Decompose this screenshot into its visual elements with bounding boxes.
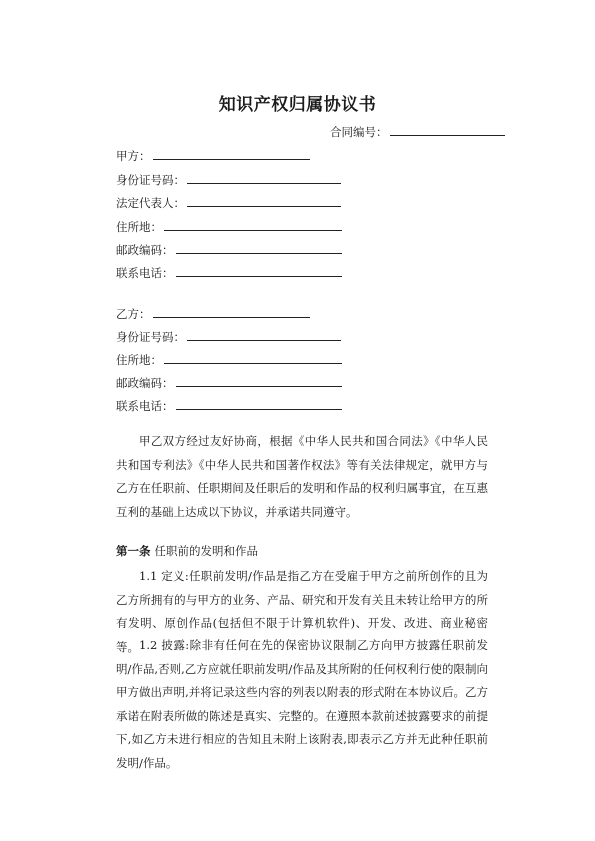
party-b-postal-blank — [176, 374, 342, 387]
party-a-id-label: 身份证号码： — [116, 173, 185, 187]
party-b-phone-blank — [176, 397, 342, 410]
party-b-name-field — [116, 305, 310, 322]
document-title: 知识产权归属协议书 — [218, 95, 377, 115]
party-b-id-label: 身份证号码： — [116, 330, 185, 344]
contract-number-blank — [390, 123, 505, 136]
article-1-heading — [116, 543, 258, 559]
clause-1-1: 1.1 定义:任职前发明/作品是指乙方在受雇于甲方之前所创作的且为乙方所拥有的与甲方的业务、产品、研究和开发有关且未转让给甲方的所有发明、原创作品(包括但不限于计算机软件)、开发、改进、商业秘密等。 — [116, 569, 488, 654]
party-a-postal-label: 邮政编码： — [116, 243, 174, 257]
party-a-postal-field — [116, 241, 342, 258]
party-a-name-field — [116, 147, 310, 164]
party-a-name-blank — [153, 147, 310, 160]
party-a-id-field — [116, 171, 341, 188]
party-a-address-field — [116, 218, 342, 235]
party-a-phone-label: 联系电话： — [116, 266, 174, 280]
party-a-name-label: 甲方： — [116, 149, 151, 163]
party-b-address-blank — [164, 351, 342, 364]
party-b-id-field — [116, 328, 341, 345]
article-1-title: 任职前的发明和作品 — [154, 544, 258, 558]
party-a-postal-blank — [176, 241, 342, 254]
party-b-name-blank — [153, 305, 310, 318]
party-a-address-blank — [164, 218, 342, 231]
party-a-rep-label: 法定代表人： — [116, 196, 185, 210]
contract-number-field — [330, 123, 505, 140]
party-a-phone-blank — [176, 264, 342, 277]
contract-number-label: 合同编号： — [330, 125, 388, 139]
party-b-address-label: 住所地： — [116, 353, 162, 367]
party-b-address-field — [116, 351, 342, 368]
party-a-phone-field — [116, 264, 342, 281]
party-a-rep-field — [116, 194, 341, 211]
party-b-id-blank — [187, 328, 341, 341]
party-b-phone-label: 联系电话： — [116, 399, 174, 413]
article-1-number: 第一条 — [116, 544, 151, 558]
clause-1-2: 1.2 披露:除非有任何在先的保密协议限制乙方向甲方披露任职前发明/作品,否则,乙方应就任职前发明/作品及其所附的任何权利行使的限制向甲方做出声明,并将记录这些内容的列表以附表的形式附在本协议后。乙方承诺在附表所做的陈述是真实、完整的。在遵照本款前述披露要求的前提下,如乙方未进行相应的告知且未附上该附表,即表示乙方并无此种任职前发明/作品。 — [116, 638, 488, 770]
party-b-postal-label: 邮政编码： — [116, 376, 174, 390]
intro-paragraph: 甲乙双方经过友好协商，根据《中华人民共和国合同法》《中华人民共和国专利法》《中华人民共和国著作权法》等有关法律规定，就甲方与乙方在任职前、任职期间及任职后的发明和作品的权利归属事宜，在互惠互利的基础上达成以下协议，并承诺共同遵守。 — [116, 434, 488, 519]
party-b-name-label: 乙方： — [116, 307, 151, 321]
party-a-rep-blank — [187, 194, 341, 207]
party-a-id-blank — [187, 171, 341, 184]
party-a-address-label: 住所地： — [116, 220, 162, 234]
party-b-postal-field — [116, 374, 342, 391]
party-b-phone-field — [116, 397, 342, 414]
